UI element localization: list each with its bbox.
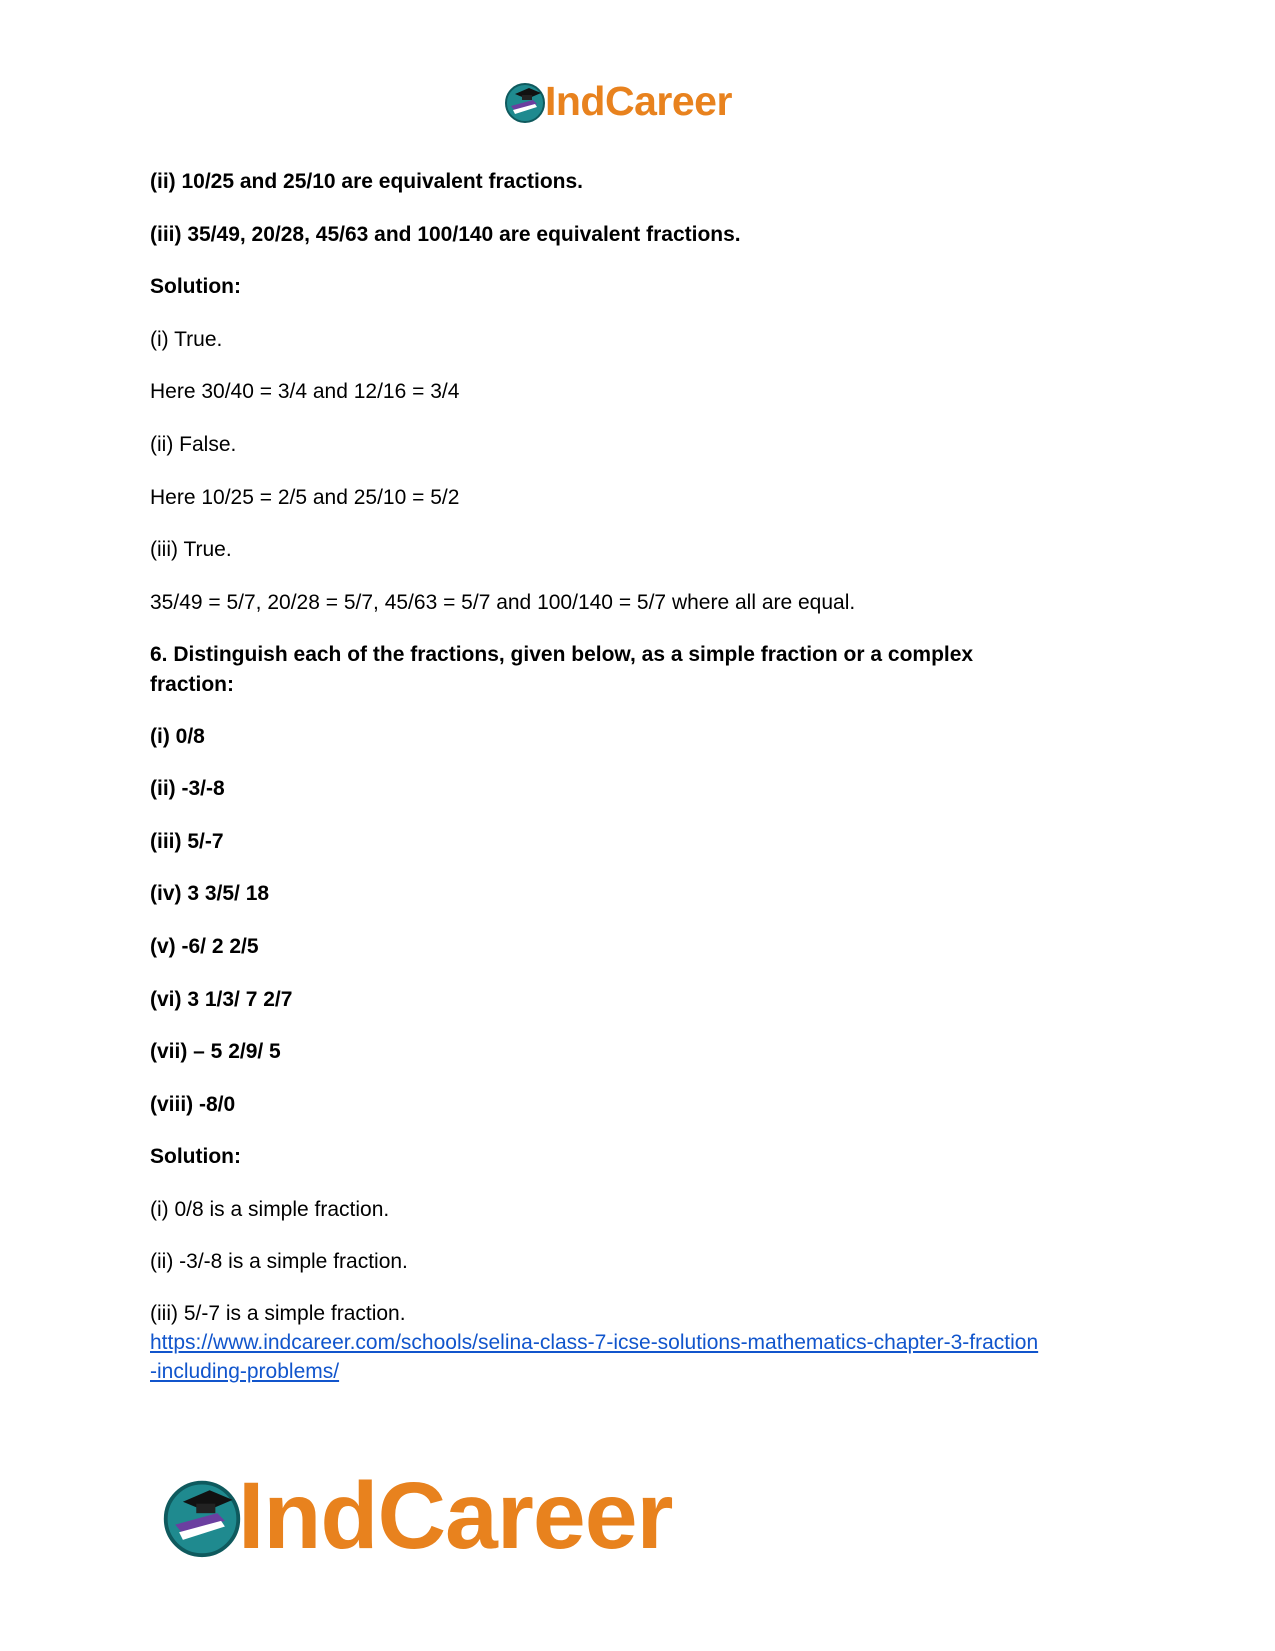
solution-5-i: (i) True.	[150, 328, 223, 351]
solution-heading: Solution:	[150, 1145, 241, 1168]
solution-6-item: (i) 0/8 is a simple fraction.	[150, 1198, 390, 1221]
question-5-ii: (ii) 10/25 and 25/10 are equivalent fractions.	[150, 170, 584, 193]
globe-graduate-icon	[503, 80, 547, 124]
question-6-item: (vii) – 5 2/9/ 5	[150, 1040, 281, 1063]
globe-graduate-icon	[160, 1475, 244, 1559]
question-6-item: (vi) 3 1/3/ 7 2/7	[150, 988, 293, 1011]
question-5-iii: (iii) 35/49, 20/28, 45/63 and 100/140 are equivalent fractions.	[150, 223, 741, 246]
solution-5-i-detail: Here 30/40 = 3/4 and 12/16 = 3/4	[150, 380, 460, 403]
question-6-item: (i) 0/8	[150, 725, 205, 748]
indcareer-logo-top	[503, 78, 732, 125]
question-6-item: (viii) -8/0	[150, 1093, 236, 1116]
solution-5-ii: (ii) False.	[150, 433, 237, 456]
indcareer-logo-bottom	[160, 1462, 673, 1571]
question-6-title-cont: fraction:	[150, 673, 234, 696]
question-6-item: (ii) -3/-8	[150, 777, 225, 800]
question-6-item: (v) -6/ 2 2/5	[150, 935, 259, 958]
question-6-title: 6. Distinguish each of the fractions, given below, as a simple fraction or a complex	[150, 643, 974, 666]
logo-wordmark: IndCareer	[545, 78, 732, 124]
solution-6-item: (iii) 5/-7 is a simple fraction.	[150, 1302, 406, 1325]
source-url-link[interactable]: https://www.indcareer.com/schools/selina-class-7-icse-solutions-mathematics-chapter-3-fraction	[150, 1331, 1039, 1354]
logo-wordmark: IndCareer	[238, 1463, 673, 1569]
solution-heading: Solution:	[150, 275, 241, 298]
solution-5-ii-detail: Here 10/25 = 2/5 and 25/10 = 5/2	[150, 486, 460, 509]
solution-6-item: (ii) -3/-8 is a simple fraction.	[150, 1250, 408, 1273]
solution-5-iii-detail: 35/49 = 5/7, 20/28 = 5/7, 45/63 = 5/7 and 100/140 = 5/7 where all are equal.	[150, 591, 856, 614]
question-6-item: (iii) 5/-7	[150, 830, 224, 853]
solution-5-iii: (iii) True.	[150, 538, 232, 561]
question-6-item: (iv) 3 3/5/ 18	[150, 882, 270, 905]
source-url-link-cont[interactable]: -including-problems/	[150, 1360, 340, 1383]
